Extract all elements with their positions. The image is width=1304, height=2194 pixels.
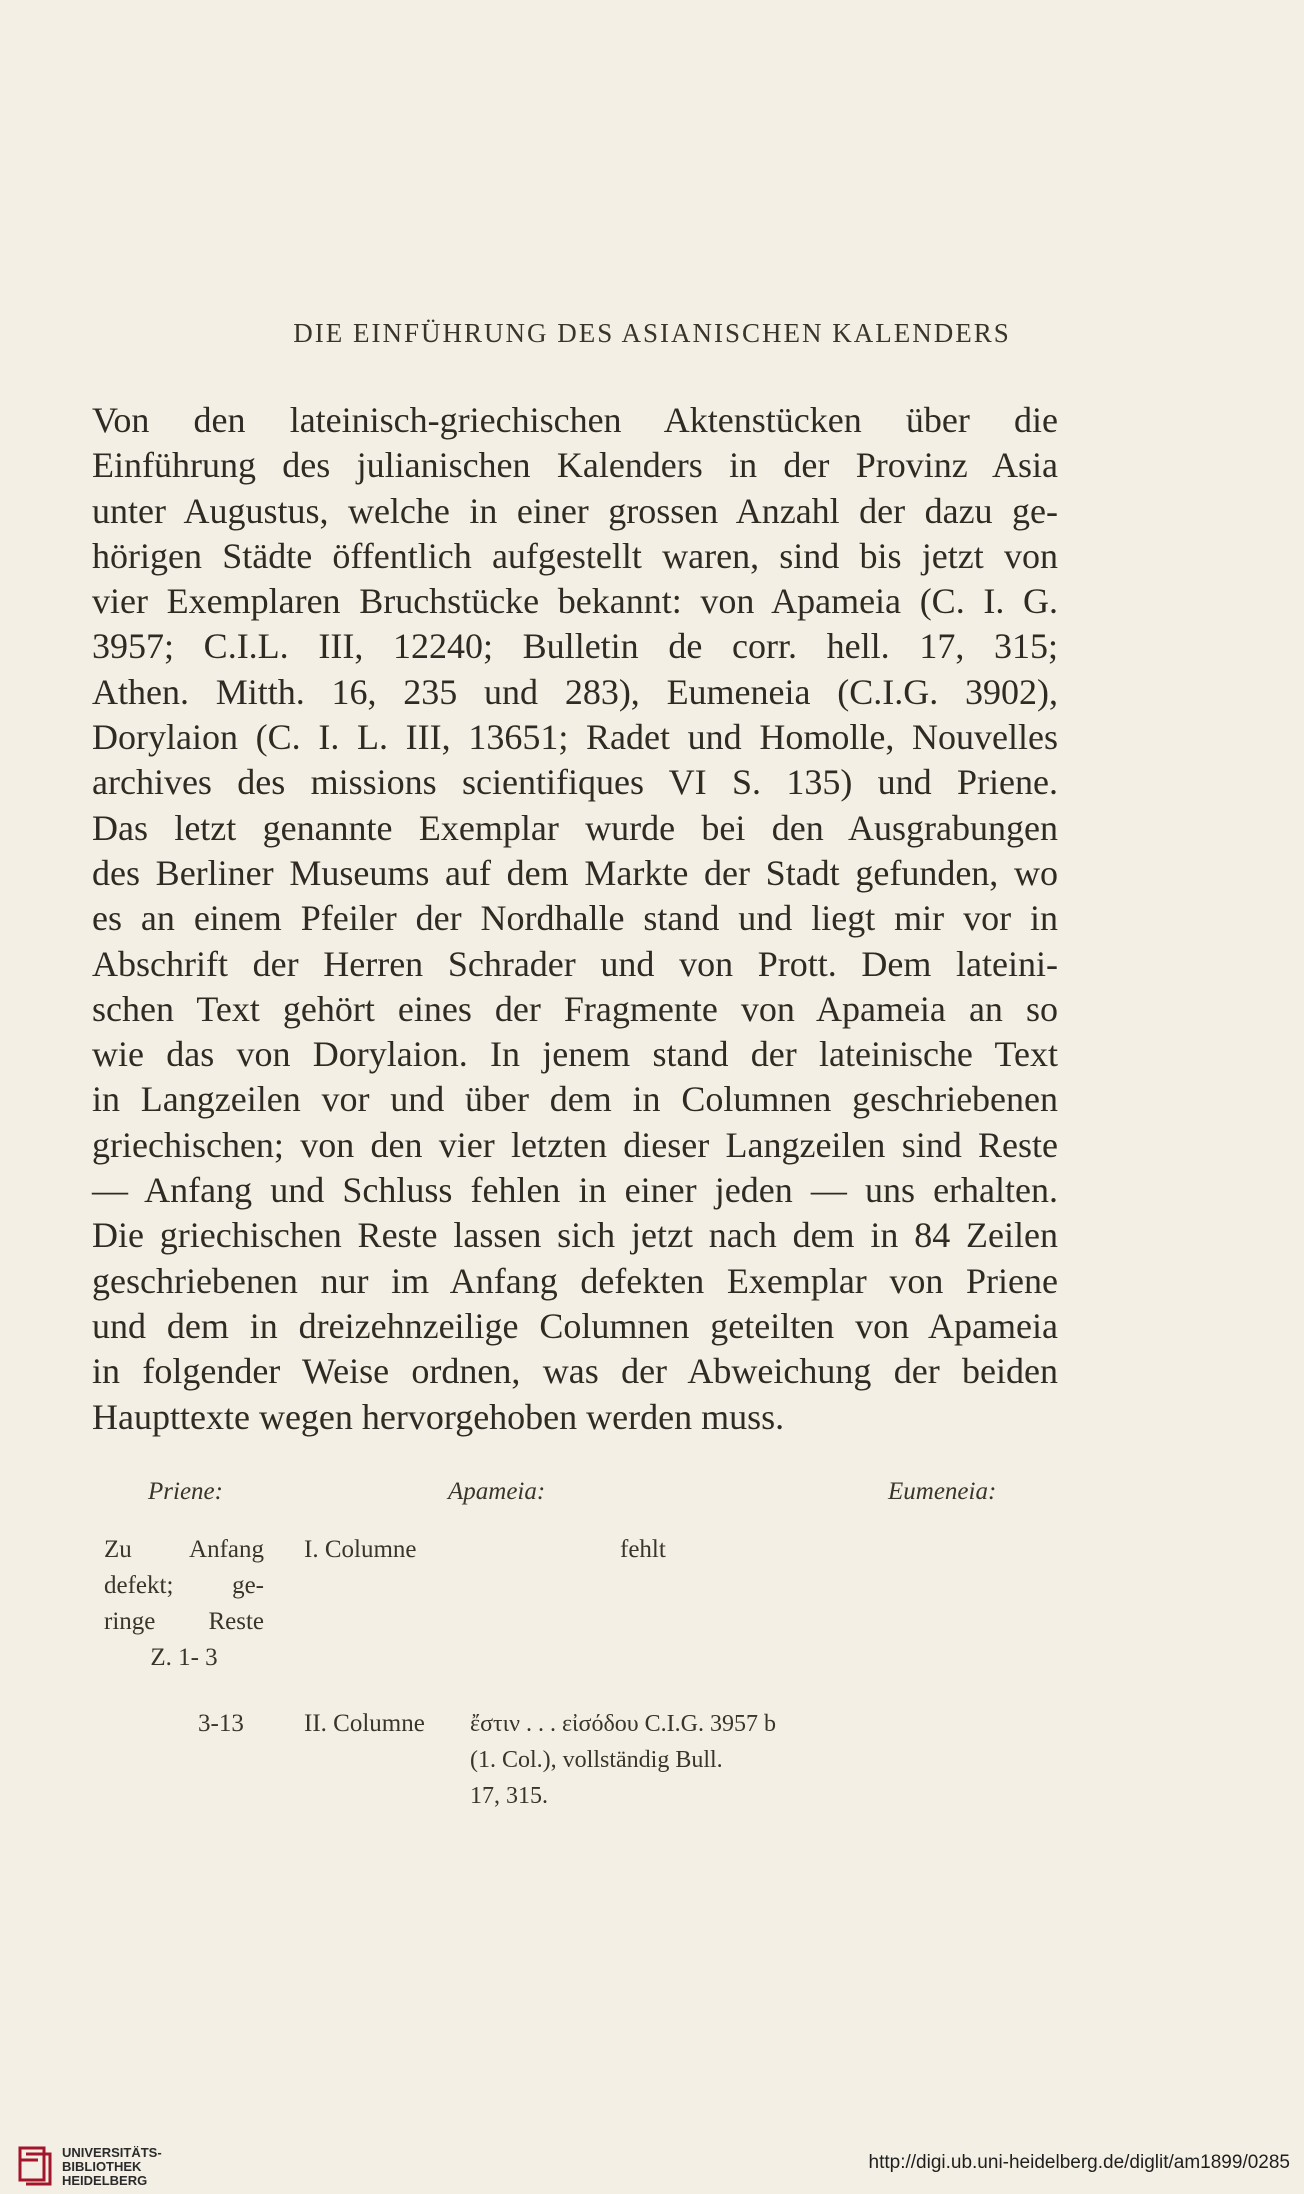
- text-line: Dorylaion (C. I. L. III, 13651; Radet und Homolle, Nouvelles: [92, 717, 1058, 758]
- reference-line: (1. Col.), vollständig Bull.: [470, 1747, 723, 1773]
- text-line: Haupttexte wegen hervorgehoben werden muss.: [92, 1396, 785, 1437]
- row1-priene-cell: [104, 1532, 264, 1676]
- row1-apameia-cell: I. Columne: [304, 1536, 417, 1563]
- source-url-link[interactable]: http://digi.ub.uni-heidelberg.de/diglit/am1899/0285: [868, 2152, 1290, 2173]
- text-line: vier Exemplaren Bruchstücke bekannt: von Apameia (C. I. G.: [92, 581, 1058, 622]
- reference-line: 17, 315.: [470, 1783, 548, 1809]
- row1-priene-line: Zu Anfang: [104, 1536, 264, 1563]
- row1-eumeneia-cell: fehlt: [620, 1536, 666, 1563]
- text-line: hörigen Städte öffentlich aufgestellt waren, sind bis jetzt von: [92, 535, 1058, 576]
- row1-priene-line: ringe Reste: [104, 1608, 264, 1635]
- row2-priene-cell: 3-13: [198, 1710, 244, 1737]
- text-line: Athen. Mitth. 16, 235 und 283), Eumeneia (C.I.G. 3902),: [92, 671, 1058, 712]
- text-line: — Anfang und Schluss fehlen in einer jeden — uns erhalten.: [92, 1170, 1058, 1211]
- text-line: archives des missions scientifiques VI S. 135) und Priene.: [92, 762, 1058, 803]
- text-line: es an einem Pfeiler der Nordhalle stand und liegt mir vor in: [92, 898, 1058, 939]
- text-line: wie das von Dorylaion. In jenem stand der lateinische Text: [92, 1034, 1058, 1075]
- row1-priene-line: Z. 1- 3: [150, 1644, 218, 1671]
- text-line: 3957; C.I.L. III, 12240; Bulletin de corr. hell. 17, 315;: [92, 626, 1058, 667]
- institution-name: [62, 2146, 162, 2188]
- text-line: Von den lateinisch-griechischen Aktenstücken über die: [92, 400, 1058, 440]
- text-line: Abschrift der Herren Schrader und von Prott. Dem lateini-: [92, 943, 1058, 984]
- text-line: geschriebenen nur im Anfang defekten Exemplar von Priene: [92, 1260, 1058, 1301]
- text-line: und dem in dreizehnzeilige Columnen geteilten von Apameia: [92, 1305, 1058, 1346]
- reference-line: ἔστιν . . . εἰσόδου C.I.G. 3957 b: [470, 1711, 776, 1737]
- column-header-apameia: Apameia:: [448, 1478, 546, 1505]
- column-header-priene: Priene:: [148, 1478, 223, 1505]
- text-line: schen Text gehört eines der Fragmente von Apameia an so: [92, 988, 1058, 1029]
- institution-line: BIBLIOTHEK: [62, 2159, 142, 2174]
- text-line: Das letzt genannte Exemplar wurde bei den Ausgrabungen: [92, 807, 1058, 848]
- text-line: in Langzeilen vor und über dem in Columnen geschriebenen: [92, 1079, 1058, 1120]
- text-line: unter Augustus, welche in einer grossen Anzahl der dazu ge-: [92, 490, 1058, 531]
- text-line: Einführung des julianischen Kalenders in der Provinz Asia: [92, 445, 1058, 486]
- text-line: Die griechischen Reste lassen sich jetzt nach dem in 84 Zeilen: [92, 1215, 1058, 1256]
- text-line: griechischen; von den vier letzten dieser Langzeilen sind Reste: [92, 1124, 1058, 1165]
- row1-priene-line: defekt; ge-: [104, 1572, 264, 1599]
- institution-line: UNIVERSITÄTS-: [62, 2145, 162, 2160]
- row2-apameia-ref: [470, 1706, 776, 1814]
- text-line: in folgender Weise ordnen, was der Abweichung der beiden: [92, 1351, 1058, 1392]
- chapter-heading: DIE EINFÜHRUNG DES ASIANISCHEN KALENDERS: [293, 318, 1011, 348]
- university-library-logo-icon: [14, 2142, 54, 2186]
- body-paragraph: [92, 398, 1058, 1440]
- column-header-eumeneia: Eumeneia:: [888, 1478, 997, 1505]
- text-line: des Berliner Museums auf dem Markte der Stadt gefunden, wo: [92, 852, 1058, 893]
- institution-line: HEIDELBERG: [62, 2173, 148, 2188]
- row2-apameia-column: II. Columne: [304, 1710, 425, 1737]
